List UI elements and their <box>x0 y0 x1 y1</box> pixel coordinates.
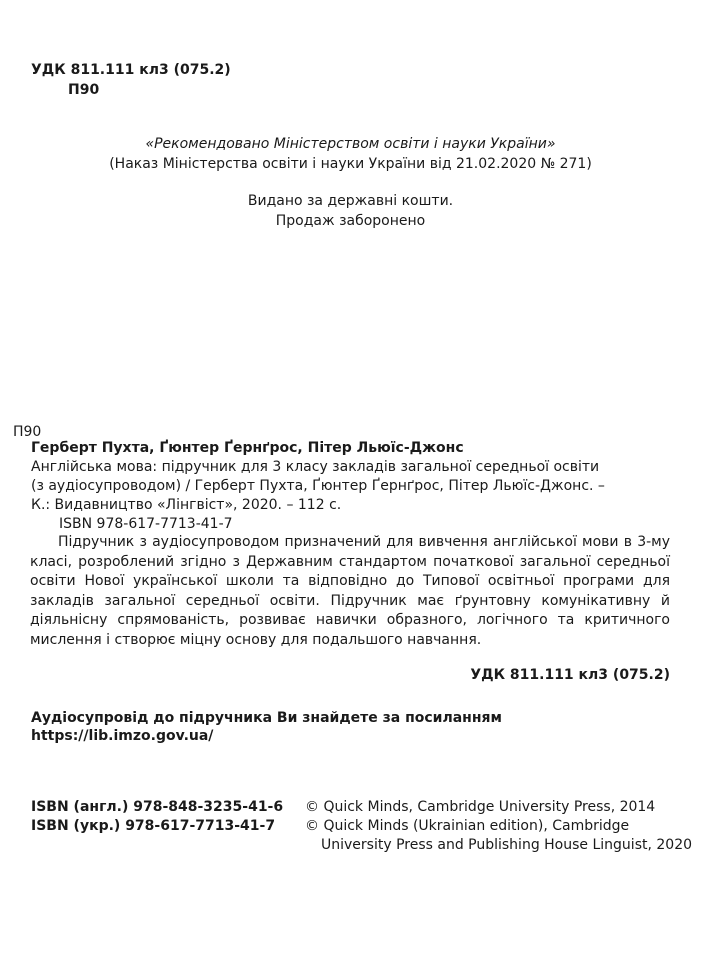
catalog-line-3: К.: Видавництво «Лінгвіст», 2020. – 112 с. <box>31 497 342 513</box>
copyright-line-2: © Quick Minds (Ukrainian edition), Cambridge <box>305 818 630 834</box>
udk-footer: УДК 811.111 кл3 (075.2) <box>470 667 670 683</box>
funding-line: Видано за державні кошти. <box>247 193 454 209</box>
audio-link[interactable]: https://lib.imzo.gov.ua/ <box>31 728 214 744</box>
audio-note: Аудіосупровід до підручника Ви знайдете за посиланням <box>31 710 502 726</box>
catalog-code-header: П90 <box>68 82 100 98</box>
sale-prohibited-line: Продаж заборонено <box>275 213 426 229</box>
catalog-line-1: Англійська мова: підручник для 3 класу закладів загальної середньої освіти <box>31 459 600 475</box>
authors: Герберт Пухта, Ґюнтер Ґернґрос, Пітер Льюїс-Джонс <box>31 440 464 456</box>
isbn-ukrainian: ISBN (укр.) 978-617-7713-41-7 <box>31 818 276 834</box>
catalog-isbn: ISBN 978-617-7713-41-7 <box>59 516 233 532</box>
catalog-code: П90 <box>13 424 42 440</box>
catalog-line-2: (з аудіосупроводом) / Герберт Пухта, Ґюнтер Ґернґрос, Пітер Льюїс-Джонс. – <box>31 478 605 494</box>
udk-header: УДК 811.111 кл3 (075.2) <box>31 62 231 78</box>
isbn-english: ISBN (англ.) 978-848-3235-41-6 <box>31 799 284 815</box>
order-line: (Наказ Міністерства освіти і науки України від 21.02.2020 № 271) <box>109 156 592 172</box>
annotation-paragraph: Підручник з аудіосупроводом призначений для вивчення англійської мови в 3-му класі, розроблений згідно з Державним стандартом початкової загальної середньої освіти Нової української школи та відповідно до Типової освітньої програми для закладів загальної середньої освіти. Підручник має ґрунтовну комунікативну й діяльнісну спрямованість, розвиває навички образного, логічного та критичного мислення і створює міцну основу для подальшого навчання. <box>30 534 670 648</box>
copyright-line-1: © Quick Minds, Cambridge University Press, 2014 <box>305 799 656 815</box>
copyright-line-3: University Press and Publishing House Linguist, 2020 <box>321 837 693 853</box>
recommendation-line: «Рекомендовано Міністерством освіти і науки України» <box>145 136 556 152</box>
